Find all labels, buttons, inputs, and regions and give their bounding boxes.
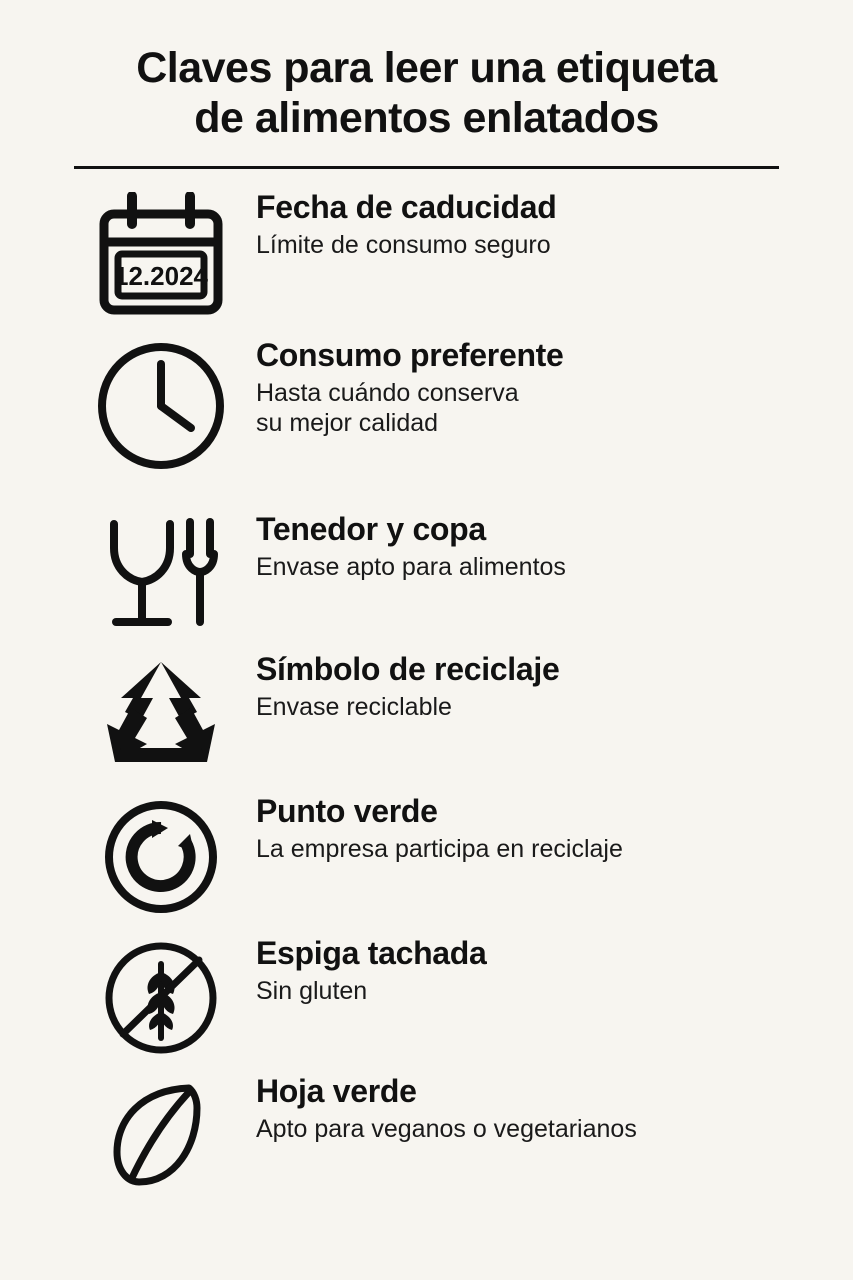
calendar-icon: [66, 188, 256, 318]
list-item-title: Consumo preferente: [256, 336, 564, 373]
green-dot-icon: [66, 792, 256, 918]
list-item-description: [256, 378, 787, 439]
fork-and-glass-icon: [66, 510, 256, 636]
list-item-text: [256, 1072, 787, 1144]
label-keys-list: [66, 187, 787, 1260]
list-item-text: [256, 336, 787, 439]
list-item-recycling-symbol: [66, 649, 787, 791]
page-title-line-1: Claves para leer una etiqueta: [136, 44, 717, 92]
list-item-description: [256, 552, 787, 583]
list-item-title: Símbolo de reciclaje: [256, 650, 560, 687]
list-item-description: [256, 230, 787, 261]
list-item-text: [256, 792, 787, 864]
list-item-description: [256, 1114, 787, 1145]
list-item-description-line-1: Envase reciclable: [256, 692, 452, 721]
list-item-description-line-1: Sin gluten: [256, 976, 368, 1005]
list-item-green-leaf: [66, 1071, 787, 1203]
list-item-text: [256, 188, 787, 260]
list-item-description-line-1: La empresa participa en reciclaje: [256, 834, 623, 863]
list-item-description: [256, 834, 787, 865]
list-item-description-line-1: Hasta cuándo conserva: [256, 378, 519, 407]
list-item-title: Punto verde: [256, 792, 438, 829]
list-item-text: [256, 510, 787, 582]
list-item-crossed-wheat: [66, 933, 787, 1071]
list-item-text: [256, 650, 787, 722]
list-item-best-before: [66, 335, 787, 509]
recycling-symbol-icon: [66, 650, 256, 778]
title-divider: [74, 166, 779, 169]
list-item-green-dot: [66, 791, 787, 933]
list-item-description-line-2: su mejor calidad: [256, 409, 439, 438]
list-item-description-line-1: Envase apto para alimentos: [256, 552, 566, 581]
list-item-description-line-1: Límite de consumo seguro: [256, 230, 551, 259]
list-item-title: Fecha de caducidad: [256, 188, 557, 225]
list-item-title: Tenedor y copa: [256, 510, 486, 547]
list-item-description: [256, 976, 787, 1007]
list-item-title: Hoja verde: [256, 1072, 417, 1109]
list-item-fork-and-glass: [66, 509, 787, 649]
list-item-description: [256, 692, 787, 723]
crossed-wheat-icon: [66, 934, 256, 1058]
page-title-line-2: de alimentos enlatados: [194, 93, 659, 142]
list-item-text: [256, 934, 787, 1006]
clock-icon: [66, 336, 256, 472]
list-item-title: Espiga tachada: [256, 934, 487, 971]
green-leaf-icon: [66, 1072, 256, 1194]
page-title: [72, 44, 781, 144]
calendar-date-text: 12.2024: [114, 260, 208, 291]
list-item-expiry-date: [66, 187, 787, 335]
list-item-description-line-1: Apto para veganos o vegetarianos: [256, 1114, 637, 1143]
